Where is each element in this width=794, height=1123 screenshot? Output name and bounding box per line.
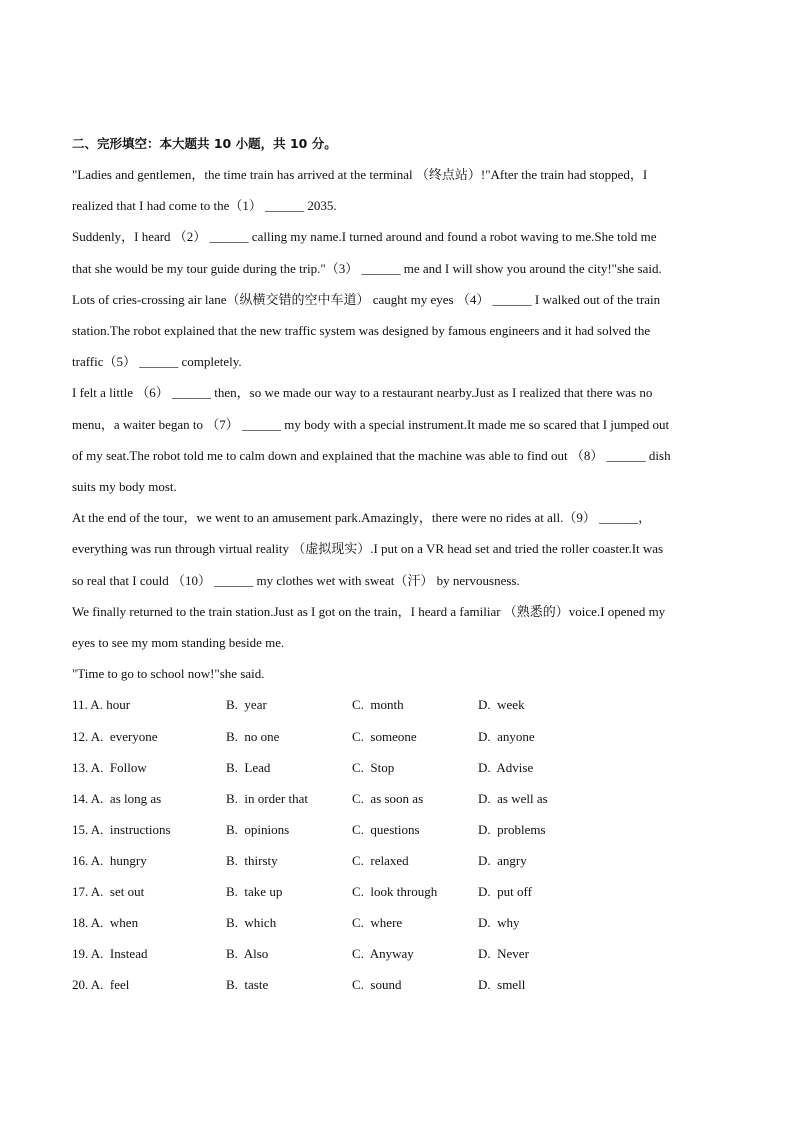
option-d: D. put off	[478, 884, 532, 900]
passage-line-text: suits my body most.	[72, 479, 177, 495]
question-row	[72, 783, 722, 814]
option-c: C. Anyway	[352, 946, 414, 962]
passage-line	[72, 159, 722, 190]
passage-line	[72, 409, 722, 440]
passage-line	[72, 315, 722, 346]
passage-line-text: station.The robot explained that the new traffic system was designed by famous engineers and it had solved the	[72, 323, 651, 339]
option-a: 12. A. everyone	[72, 728, 158, 744]
passage-line-text: realized that I had come to the（1） ______ 2035.	[72, 198, 337, 214]
passage-line	[72, 627, 722, 658]
option-b: B. in order that	[226, 790, 308, 806]
option-b: B. year	[226, 697, 267, 713]
question-row	[72, 689, 722, 720]
option-b: B. taste	[226, 977, 269, 993]
option-a: 11. A. hour	[72, 697, 131, 713]
option-c: C. someone	[352, 728, 417, 744]
option-a: 15. A. instructions	[72, 821, 171, 837]
passage-line	[72, 377, 722, 408]
passage-line	[72, 346, 722, 377]
option-c: C. where	[352, 915, 403, 931]
option-a: 13. A. Follow	[72, 759, 147, 775]
question-row	[72, 876, 722, 907]
passage-line	[72, 190, 722, 221]
option-a: 19. A. Instead	[72, 946, 148, 962]
passage-line	[72, 596, 722, 627]
option-a: 17. A. set out	[72, 884, 145, 900]
question-row	[72, 721, 722, 752]
question-row	[72, 752, 722, 783]
option-d: D. Never	[478, 946, 529, 962]
passage-line	[72, 658, 722, 689]
option-a: 14. A. as long as	[72, 790, 162, 806]
passage-line-text: eyes to see my mom standing beside me.	[72, 635, 285, 651]
option-a: 16. A. hungry	[72, 852, 147, 868]
passage-line-text: that she would be my tour guide during the trip."（3） ______ me and I will show you around the city!"she said.	[72, 260, 662, 276]
option-a: 20. A. feel	[72, 977, 130, 993]
passage-line-text: "Time to go to school now!"she said.	[72, 666, 265, 682]
option-d: D. as well as	[478, 790, 548, 806]
question-row	[72, 845, 722, 876]
passage-line	[72, 221, 722, 252]
passage-line-text: traffic（5） ______ completely.	[72, 354, 242, 370]
option-b: B. thirsty	[226, 852, 278, 868]
option-c: C. look through	[352, 884, 438, 900]
cloze-passage	[72, 159, 722, 689]
option-d: D. anyone	[478, 728, 535, 744]
passage-line-text: so real that I could （10） ______ my clothes wet with sweat（汗） by nervousness.	[72, 572, 520, 588]
passage-line	[72, 533, 722, 564]
answer-options	[72, 689, 722, 1000]
option-d: D. why	[478, 915, 520, 931]
option-c: C. month	[352, 697, 404, 713]
passage-line	[72, 502, 722, 533]
option-b: B. take up	[226, 884, 283, 900]
option-d: D. angry	[478, 852, 527, 868]
question-row	[72, 907, 722, 938]
passage-line-text: At the end of the tour，we went to an amusement park.Amazingly，there were no rides at all.（9） ______，	[72, 510, 652, 526]
section-title: 二、完形填空：本大题共 10 小题，共 10 分。	[72, 136, 337, 151]
question-row	[72, 938, 722, 969]
passage-line	[72, 253, 722, 284]
question-row	[72, 969, 722, 1000]
passage-line	[72, 284, 722, 315]
passage-line-text: everything was run through virtual reality （虚拟现实）.I put on a VR head set and tried the roller coaster.It was	[72, 541, 664, 557]
option-c: C. relaxed	[352, 852, 409, 868]
passage-line	[72, 565, 722, 596]
passage-line-text: We finally returned to the train station.Just as I got on the train，I heard a familiar （熟悉的）voice.I opened my	[72, 603, 666, 619]
passage-line-text: Suddenly，I heard （2） ______ calling my name.I turned around and found a robot waving to me.She told me	[72, 229, 657, 245]
passage-line-text: menu，a waiter began to （7） ______ my body with a special instrument.It made me so scared that I jumped out	[72, 416, 670, 432]
option-c: C. questions	[352, 821, 420, 837]
passage-line-text: Lots of cries-crossing air lane（纵横交错的空中车道） caught my eyes （4） ______ I walked out of the train	[72, 291, 661, 307]
passage-line-text: "Ladies and gentlemen，the time train has arrived at the terminal （终点站）!"After the train had stopped，I	[72, 167, 648, 182]
option-c: C. sound	[352, 977, 402, 993]
option-a: 18. A. when	[72, 915, 139, 931]
option-d: D. week	[478, 697, 525, 713]
option-b: B. no one	[226, 728, 280, 744]
option-b: B. Lead	[226, 759, 271, 775]
question-row	[72, 814, 722, 845]
option-c: C. as soon as	[352, 790, 424, 806]
option-b: B. opinions	[226, 821, 290, 837]
passage-line-text: I felt a little （6） ______ then，so we made our way to a restaurant nearby.Just as I realized that there was no	[72, 385, 653, 401]
passage-line	[72, 440, 722, 471]
passage-line-text: of my seat.The robot told me to calm down and explained that the machine was able to find out （8） ______ dish	[72, 447, 671, 463]
option-b: B. which	[226, 915, 277, 931]
option-d: D. smell	[478, 977, 526, 993]
option-b: B. Also	[226, 946, 269, 962]
passage-line	[72, 471, 722, 502]
option-d: D. Advise	[478, 759, 534, 775]
document-page	[72, 128, 722, 1000]
option-c: C. Stop	[352, 759, 395, 775]
option-d: D. problems	[478, 821, 546, 837]
